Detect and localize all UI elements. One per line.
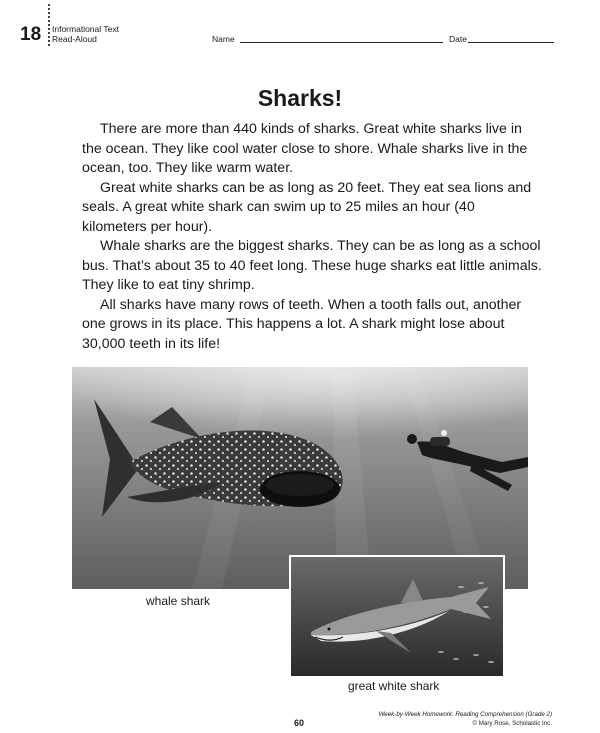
paragraph: All sharks have many rows of teeth. When a tooth falls out, another one grows in its place. This happens a lot. A shark might lose about 30,000 teeth in its life! bbox=[82, 296, 522, 352]
name-field[interactable] bbox=[240, 42, 443, 43]
great-white-shark-photo bbox=[289, 555, 505, 678]
footer-page-number: 60 bbox=[294, 718, 305, 728]
name-label: Name bbox=[212, 34, 235, 44]
section-label: Informational Text bbox=[52, 24, 119, 34]
footer-copyright: © Mary Rose, Scholastic Inc. bbox=[472, 720, 552, 727]
section-sublabel: Read-Aloud bbox=[52, 34, 97, 44]
footer-book-title: Week-by-Week Homework: Reading Comprehension (Grade 2) bbox=[378, 711, 552, 718]
date-field[interactable] bbox=[468, 42, 554, 43]
paragraph: There are more than 440 kinds of sharks. Great white sharks live in the ocean. They like cool water close to shore. Whale sharks live in the ocean, too. They like warm water. bbox=[82, 121, 528, 176]
date-label: Date bbox=[449, 34, 467, 44]
paragraph: Whale sharks are the biggest sharks. They can be as long as a school bus. That’s about 35 to 40 feet long. These huge sharks eat little animals. They like to eat tiny shrimp. bbox=[82, 238, 542, 293]
paragraph: Great white sharks can be as long as 20 feet. They eat sea lions and seals. A great white shark can swim up to 25 miles an hour (40 kilometers per hour). bbox=[82, 179, 532, 235]
article-title: Sharks! bbox=[257, 85, 343, 111]
great-white-shark-caption: great white shark bbox=[348, 679, 440, 693]
header-divider bbox=[48, 4, 50, 46]
article-body bbox=[82, 120, 542, 354]
whale-shark-caption: whale shark bbox=[146, 594, 211, 608]
page-number: 18 bbox=[20, 24, 42, 45]
great-white-shark-illustration bbox=[291, 557, 503, 676]
